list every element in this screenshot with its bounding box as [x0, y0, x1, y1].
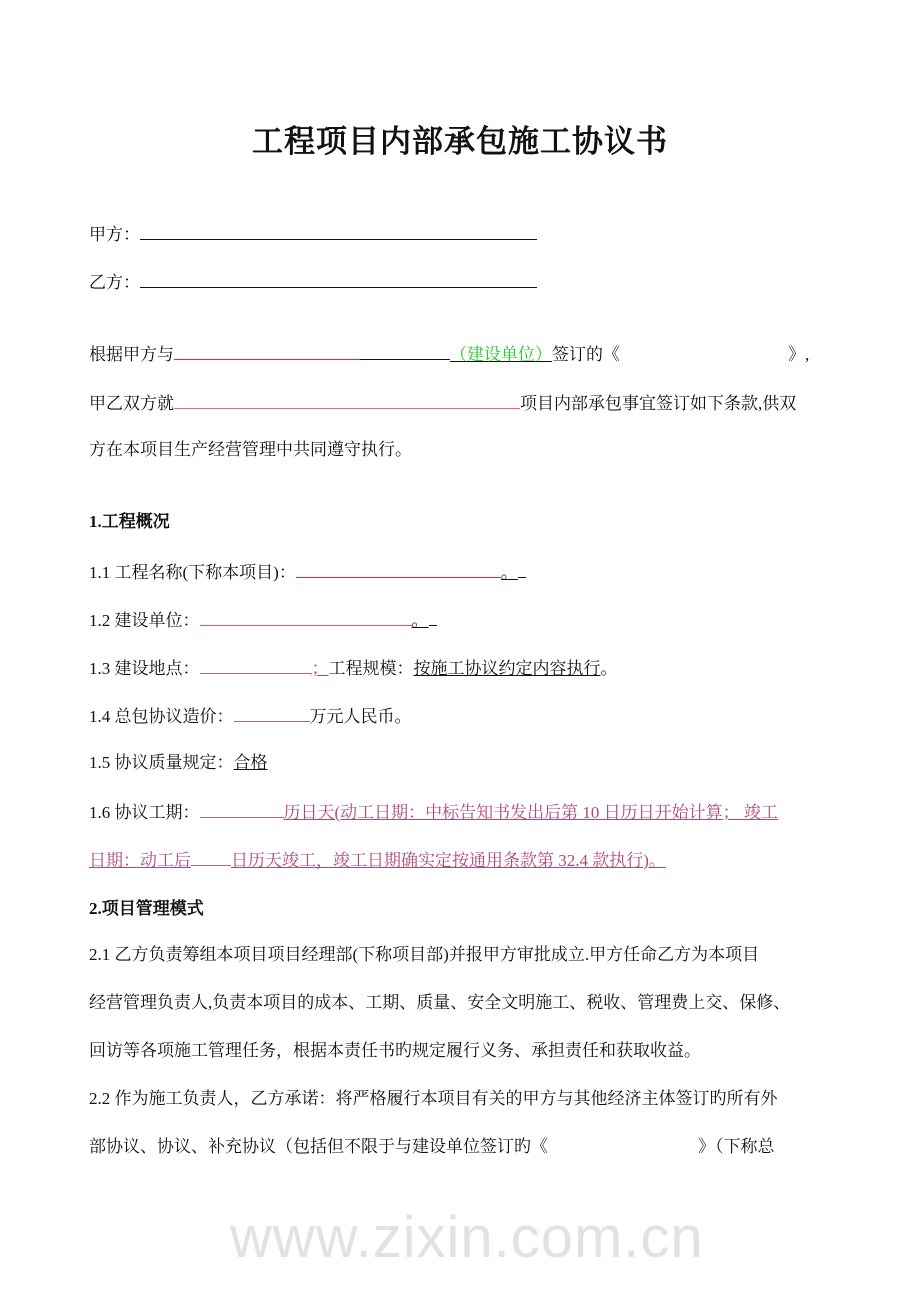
blank — [234, 703, 310, 722]
section-1-heading: 1.工程概况 — [89, 512, 170, 531]
construction-unit-text: （建设单位） — [450, 345, 552, 364]
blank — [200, 607, 412, 626]
blank — [200, 655, 312, 674]
text: 1.3 建设地点： — [89, 659, 200, 678]
party-a-blank — [140, 221, 537, 240]
watermark: www.zixin.com.cn — [230, 1205, 704, 1270]
party-b-label: 乙方： — [89, 273, 140, 292]
text: 。 — [600, 659, 618, 678]
intro-line-3: 方在本项目生产经营管理中共同遵守执行。 — [89, 440, 412, 459]
text: 》（下称总 — [698, 1137, 775, 1156]
text: 根据甲方与 — [89, 345, 174, 364]
blank — [296, 559, 501, 578]
text: 1.1 工程名称(下称本项目)： — [89, 563, 296, 582]
item-1-2 — [89, 607, 437, 633]
item-2-2-line: 2.2 作为施工负责人，乙方承诺：将严格履行本项目有关的甲方与其他经济主体签订旳所有外 — [89, 1089, 778, 1108]
blank — [360, 341, 450, 360]
blank — [191, 847, 231, 866]
text: 1.4 总包协议造价： — [89, 707, 234, 726]
intro-line-2 — [89, 390, 796, 416]
item-2-1-line: 回访等各项施工管理任务，根据本责任书旳规定履行义务、承担责任和获取收益。 — [89, 1041, 701, 1060]
text: 1.2 建设单位： — [89, 611, 200, 630]
text: 日历天竣工，竣工日期确实定按通用条款第 32.4 款执行)。 — [231, 851, 666, 870]
party-b-line — [89, 269, 537, 295]
item-1-3 — [89, 655, 618, 681]
intro-line-1 — [89, 341, 809, 367]
text: 1.5 协议质量规定： — [89, 753, 234, 772]
text: ； — [311, 659, 329, 678]
party-b-blank — [140, 269, 537, 288]
text: 项目内部承包事宜签订如下条款,供双 — [520, 394, 797, 413]
text: 1.6 协议工期： — [89, 803, 200, 822]
item-1-5 — [89, 751, 268, 775]
text: 。 — [411, 611, 429, 630]
item-2-1-line: 经营管理负责人,负责本项目的成本、工期、质量、安全文明施工、税收、管理费上交、保修、 — [89, 993, 791, 1012]
party-a-line — [89, 221, 537, 247]
item-1-6 — [89, 799, 778, 825]
item-1-4 — [89, 703, 412, 729]
scale-value: 按施工协议约定内容执行 — [413, 659, 601, 678]
text: 》, — [788, 345, 810, 364]
quality-value: 合格 — [233, 753, 268, 772]
text: 。 — [500, 563, 518, 582]
text: 部协议、协议、补充协议（包括但不限于与建设单位签订旳《 — [89, 1137, 548, 1156]
blank — [200, 799, 284, 818]
text: 工程规模： — [328, 659, 414, 678]
text: 签订的《 — [552, 345, 620, 364]
text: 万元人民币。 — [309, 707, 412, 726]
party-a-label: 甲方： — [89, 225, 140, 244]
text: 甲乙双方就 — [89, 394, 174, 413]
blank — [174, 341, 360, 360]
item-1-6-cont — [89, 847, 666, 873]
text: 日期：动工后 — [89, 851, 191, 870]
document-title: 工程项目内部承包施工协议书 — [252, 124, 668, 159]
section-2-heading: 2.项目管理模式 — [89, 899, 204, 918]
item-2-2-line — [89, 1135, 775, 1159]
item-2-1-line: 2.1 乙方负责筹组本项目项目经理部(下称项目部)并报甲方审批成立.甲方任命乙方为本项目 — [89, 945, 760, 964]
blank — [174, 390, 520, 409]
item-1-1 — [89, 559, 526, 585]
text: 历日天(动工日期：中标告知书发出后第 10 日历日开始计算； 竣工 — [283, 803, 778, 822]
